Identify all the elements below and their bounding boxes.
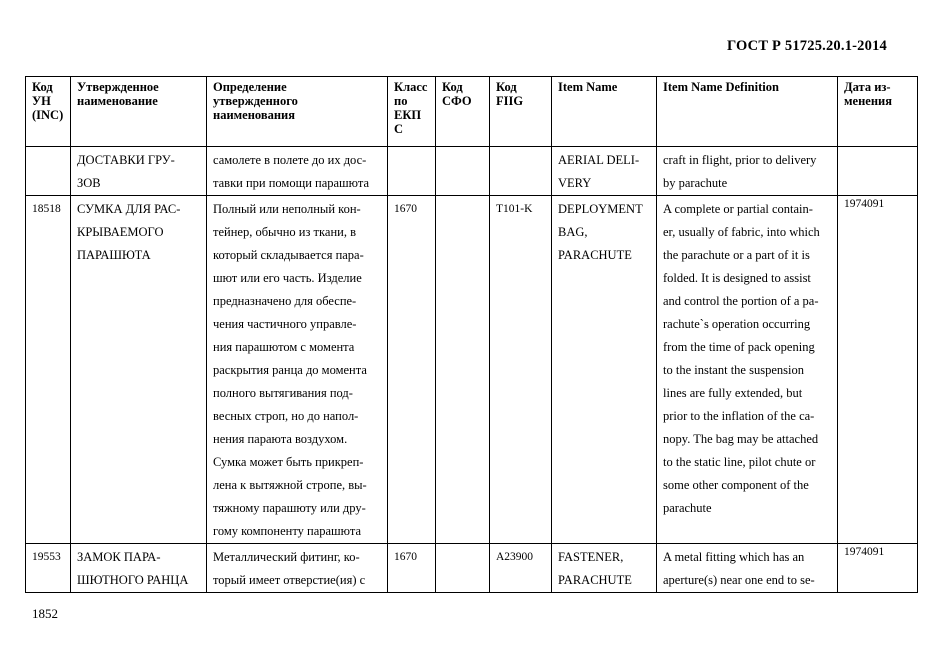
text-line: FIIG: [496, 94, 524, 108]
text-line: СУМКА ДЛЯ РАС-: [77, 202, 181, 216]
cell-fiig-code: [490, 196, 552, 544]
text-line: Металлический фитинг, ко-: [213, 550, 360, 564]
column-header-name-definition: [207, 77, 388, 147]
text-line: ШЮТНОГО РАНЦА: [77, 573, 189, 587]
text-line: Сумка может быть прикреп-: [213, 455, 364, 469]
text-line: ЗАМОК ПАРА-: [77, 550, 161, 564]
column-header-inc-code: [26, 77, 71, 147]
item-name-registry-table: [25, 76, 918, 593]
text-line: er, usually of fabric, into which: [663, 225, 820, 239]
cell-item-name: [552, 196, 657, 544]
text-line: шют или его часть. Изделие: [213, 271, 362, 285]
cell-approved-name: [71, 544, 207, 593]
text-line: the parachute or a part of it is: [663, 248, 810, 262]
text-line: AERIAL DELI-: [558, 153, 640, 167]
text-line: 19553: [32, 551, 61, 563]
text-line: some other component of the: [663, 478, 809, 492]
cell-item-name: [552, 147, 657, 196]
text-line: rachute`s operation occurring: [663, 317, 811, 331]
cell-change-date: [838, 147, 918, 196]
text-line: по: [394, 94, 408, 108]
text-line: гому компоненту парашюта: [213, 524, 362, 538]
text-line: весных строп, но до напол-: [213, 409, 359, 423]
text-line: to the instant the suspension: [663, 363, 804, 377]
table-row: [26, 196, 918, 544]
cell-sfo-code: [436, 147, 490, 196]
cell-sfo-code: [436, 544, 490, 593]
text-line: С: [394, 122, 404, 136]
text-line: наименования: [213, 108, 296, 122]
text-line: утвержденного: [213, 94, 298, 108]
cell-inc-code: [26, 147, 71, 196]
column-header-fiig-code: [490, 77, 552, 147]
text-line: Полный или неполный кон-: [213, 202, 361, 216]
text-line: 1670: [394, 203, 417, 215]
text-line: самолете в полете до их дос-: [213, 153, 367, 167]
text-line: (INC): [32, 108, 64, 122]
text-line: ПАРАШЮТА: [77, 248, 151, 262]
cell-ekps-class: [388, 544, 436, 593]
text-line: Item Name Definition: [663, 80, 779, 94]
text-line: 18518: [32, 203, 61, 215]
text-line: by parachute: [663, 176, 728, 190]
column-header-ekps-class: [388, 77, 436, 147]
text-line: Класс: [394, 80, 428, 94]
text-line: craft in flight, prior to delivery: [663, 153, 817, 167]
text-line: PARACHUTE: [558, 573, 632, 587]
text-line: нения параюта воздухом.: [213, 432, 348, 446]
text-line: ния парашютом с момента: [213, 340, 355, 354]
text-line: СФО: [442, 94, 472, 108]
cell-change-date: [838, 196, 918, 544]
text-line: from the time of pack opening: [663, 340, 815, 354]
text-line: 1974091: [844, 198, 885, 210]
text-line: T101-K: [496, 203, 533, 215]
cell-inc-code: [26, 544, 71, 593]
text-line: parachute: [663, 501, 712, 515]
cell-inc-code: [26, 196, 71, 544]
text-line: folded. It is designed to assist: [663, 271, 811, 285]
text-line: раскрытия ранца до момента: [213, 363, 367, 377]
text-line: Утвержденное: [77, 80, 159, 94]
cell-item-name: [552, 544, 657, 593]
cell-item-name-definition: [657, 544, 838, 593]
text-line: lines are fully extended, but: [663, 386, 803, 400]
text-line: FASTENER,: [558, 550, 624, 564]
text-line: Дата из-: [844, 80, 891, 94]
text-line: and control the portion of a pa-: [663, 294, 819, 308]
text-line: BAG,: [558, 225, 588, 239]
cell-item-name-definition: [657, 147, 838, 196]
cell-name-definition: [207, 147, 388, 196]
text-line: тяжному парашюту или дру-: [213, 501, 366, 515]
text-line: VERY: [558, 176, 592, 190]
document-header: ГОСТ Р 51725.20.1-2014: [726, 38, 887, 54]
cell-name-definition: [207, 544, 388, 593]
text-line: Item Name: [558, 80, 618, 94]
text-line: A23900: [496, 551, 534, 563]
column-header-sfo-code: [436, 77, 490, 147]
table-row: [26, 544, 918, 593]
text-line: ДОСТАВКИ ГРУ-: [77, 153, 175, 167]
header-row: [26, 77, 918, 147]
cell-fiig-code: [490, 544, 552, 593]
table-header: [26, 77, 918, 147]
text-line: prior to the inflation of the ca-: [663, 409, 815, 423]
text-line: nopy. The bag may be attached: [663, 432, 819, 446]
column-header-approved-name: [71, 77, 207, 147]
text-line: КРЫВАЕМОГО: [77, 225, 164, 239]
cell-sfo-code: [436, 196, 490, 544]
text-line: УН: [32, 94, 51, 108]
text-line: Код: [32, 80, 53, 94]
cell-name-definition: [207, 196, 388, 544]
cell-item-name-definition: [657, 196, 838, 544]
text-line: DEPLOYMENT: [558, 202, 643, 216]
column-header-item-name: [552, 77, 657, 147]
cell-ekps-class: [388, 196, 436, 544]
text-line: to the static line, pilot chute or: [663, 455, 816, 469]
text-line: который складывается пара-: [213, 248, 364, 262]
text-line: PARACHUTE: [558, 248, 632, 262]
text-line: Определение: [213, 80, 287, 94]
text-line: тейнер, обычно из ткани, в: [213, 225, 356, 239]
cell-fiig-code: [490, 147, 552, 196]
cell-approved-name: [71, 147, 207, 196]
column-header-change-date: [838, 77, 918, 147]
text-line: A complete or partial contain-: [663, 202, 813, 216]
page-number: 1852: [32, 606, 58, 621]
text-line: менения: [844, 94, 892, 108]
table-row: [26, 147, 918, 196]
text-line: предназначено для обеспе-: [213, 294, 357, 308]
table-body: [26, 147, 918, 593]
text-line: 1974091: [844, 546, 885, 558]
text-line: ЕКП: [394, 108, 422, 122]
text-line: ЗОВ: [77, 176, 101, 190]
cell-change-date: [838, 544, 918, 593]
column-header-item-name-definition: [657, 77, 838, 147]
cell-approved-name: [71, 196, 207, 544]
text-line: A metal fitting which has an: [663, 550, 805, 564]
text-line: лена к вытяжной стропе, вы-: [213, 478, 367, 492]
text-line: торый имеет отверстие(ия) с: [213, 573, 366, 587]
text-line: чения частичного управле-: [213, 317, 357, 331]
text-line: полного вытягивания под-: [213, 386, 353, 400]
text-line: наименование: [77, 94, 158, 108]
text-line: aperture(s) near one end to se-: [663, 573, 815, 587]
text-line: Код: [496, 80, 517, 94]
text-line: 1670: [394, 551, 417, 563]
text-line: Код: [442, 80, 463, 94]
cell-ekps-class: [388, 147, 436, 196]
text-line: тавки при помощи парашюта: [213, 176, 370, 190]
